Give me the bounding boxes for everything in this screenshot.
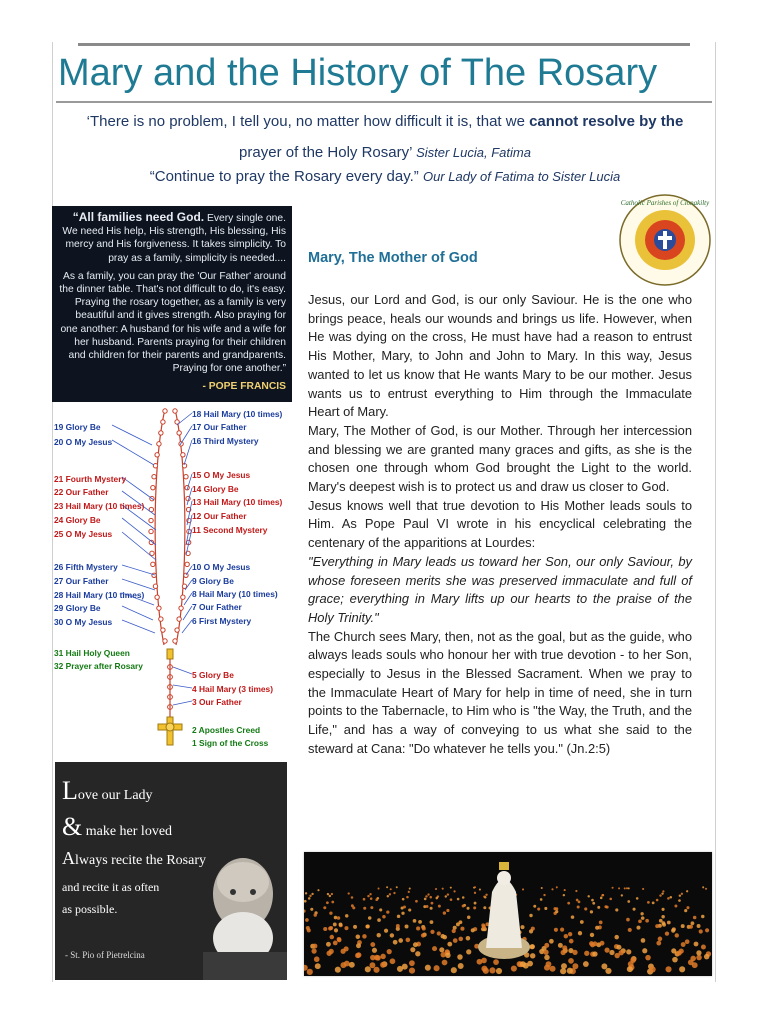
- rosary-label: 7 Our Father: [192, 602, 242, 612]
- rosary-label: 5 Glory Be: [192, 670, 234, 680]
- crucifix-icon: [158, 717, 182, 745]
- padre-pio-portrait: [195, 842, 287, 980]
- francis-signature: - POPE FRANCIS: [202, 381, 286, 393]
- pope-francis-quote-box: [52, 206, 292, 402]
- quote2-text: “Continue to pray the Rosary every day.”: [149, 168, 423, 185]
- article-paragraph: Jesus knows well that true devotion to His Mother leads souls to Him. As Pope Paul VI wrote in his encyclical celebrating the centenary of the apparitions at Lourdes:: [308, 497, 692, 551]
- rosary-label: 31 Hail Holy Queen: [54, 648, 130, 658]
- rosary-label: 8 Hail Mary (10 times): [192, 589, 278, 599]
- parish-logo: [618, 193, 712, 287]
- article-quote: "Everything in Mary leads us toward her Son, our only Saviour, by whose foreseen merits she was preserved immaculate and full of grace; everything in Mary lifts up our hearts to the praise of the Holy Trinity.": [308, 553, 692, 625]
- article-body: [308, 291, 692, 759]
- rosary-label: 22 Our Father: [54, 487, 109, 497]
- rosary-label: 3 Our Father: [192, 697, 242, 707]
- francis-lead: “All families need God.: [72, 210, 205, 224]
- rosary-label: 27 Our Father: [54, 576, 109, 586]
- rosary-label: 21 Fourth Mystery: [54, 474, 127, 484]
- article-paragraph: The Church sees Mary, then, not as the goal, but as the guide, who always leads souls who honour her with true devotion - to her Son, especially to Jesus in the Blessed Sacrament. When we pray to the Immaculate Heart of Mary for help in time of need, she in turn points to the Tabernacle, to Him who is "the Way, the Truth, and the Life," and has a way of conveying to us what she said to the steward at Cana: "Do whatever he tells you." (Jn.2:5): [308, 628, 692, 756]
- rosary-label: 32 Prayer after Rosary: [54, 661, 143, 671]
- pio-attribution: - St. Pio of Pietrelcina: [65, 950, 145, 960]
- logo-text: Catholic Parishes of Clonakilty: [620, 199, 710, 207]
- pio-line-1: Love our Lady: [62, 776, 153, 805]
- rosary-label: 20 O My Jesus: [54, 437, 113, 447]
- quote1-part-c: prayer of the Holy Rosary’: [239, 144, 417, 161]
- rosary-label: 16 Third Mystery: [192, 436, 259, 446]
- title-divider: [56, 101, 712, 103]
- rosary-label: 11 Second Mystery: [192, 525, 268, 535]
- rosary-label: 19 Glory Be: [54, 422, 101, 432]
- rosary-label: 15 O My Jesus: [192, 470, 251, 480]
- rosary-label: 24 Glory Be: [54, 515, 101, 525]
- rosary-label: 4 Hail Mary (3 times): [192, 684, 273, 694]
- rosary-label: 25 O My Jesus: [54, 529, 113, 539]
- rosary-label: 2 Apostles Creed: [192, 725, 261, 735]
- rosary-label: 12 Our Father: [192, 511, 247, 521]
- medal-icon: [167, 649, 173, 659]
- article-paragraph: Jesus, our Lord and God, is our only Saviour. He is the one who brings peace, heals our wounds and brings us life. However, when He was dying on the cross, He must have had a reason to entrust His Mother, Mary, to John and John to Mary. In this way, Jesus wanted to let us know that He wants Mary to be our mother. Jesus wants us to entrust everything to Him through the Immaculate Heart of Mary.: [308, 292, 692, 420]
- quote-sister-lucia: [60, 106, 710, 168]
- rosary-label: 26 Fifth Mystery: [54, 562, 118, 572]
- rosary-label: 29 Glory Be: [54, 603, 101, 613]
- page-title: Mary and the History of The Rosary: [58, 52, 658, 94]
- quote1-part-b: cannot resolve by the: [529, 113, 684, 130]
- rosary-label: 10 O My Jesus: [192, 562, 251, 572]
- rosary-label: 18 Hail Mary (10 times): [192, 409, 283, 419]
- padre-pio-quote-card: [55, 762, 287, 980]
- article-paragraph: Mary, The Mother of God, is our Mother. Through her intercession and blessing we are granted many graces and gifts, as she is the chosen one through whom God brought the Light to the world. Mary's deepest wish is to protect us and draw us closer to God.: [308, 422, 692, 495]
- rosary-label: 28 Hail Mary (10 times): [54, 590, 145, 600]
- rosary-label: 17 Our Father: [192, 422, 247, 432]
- rosary-diagram: [52, 405, 292, 757]
- rosary-label: 14 Glory Be: [192, 484, 239, 494]
- rosary-label: 6 First Mystery: [192, 616, 252, 626]
- rosary-label: 23 Hail Mary (10 times): [54, 501, 145, 511]
- section-heading: Mary, The Mother of God: [308, 250, 478, 266]
- rosary-label: 9 Glory Be: [192, 576, 234, 586]
- top-rule: [78, 43, 690, 46]
- candlelight-procession-photo: [304, 852, 712, 976]
- pio-line-5: as possible.: [62, 902, 118, 916]
- rosary-label: 1 Sign of the Cross: [192, 738, 269, 748]
- rosary-label: 30 O My Jesus: [54, 617, 113, 627]
- pio-line-2: & make her loved: [62, 812, 173, 841]
- quote1-attribution: Sister Lucia, Fatima: [416, 145, 531, 160]
- rosary-label: 13 Hail Mary (10 times): [192, 497, 283, 507]
- quote-our-lady: [60, 168, 710, 185]
- francis-paragraph-2: As a family, you can pray the 'Our Father' around the dinner table. That's not difficult to do, it's easy. Praying the rosary together, as a family is very beautiful and it gives strength. Also praying for one another: A husband for his wife and a wife for her husband. Parents praying for their children and children for their parents and grandparents. Praying for one another.”: [59, 270, 286, 375]
- pio-line-4: and recite it as often: [62, 880, 160, 894]
- quote2-attribution: Our Lady of Fatima to Sister Lucia: [422, 169, 621, 184]
- francis-paragraph-1: Every single one. We need His help, His strength, His blessing, His mercy and His forgiveness. It takes simplicity. To pray as a family, simplicity is needed....: [62, 213, 286, 264]
- pio-line-3: Always recite the Rosary: [62, 848, 207, 868]
- quote1-part-a: ‘There is no problem, I tell you, no matter how difficult it is, that we: [86, 113, 530, 130]
